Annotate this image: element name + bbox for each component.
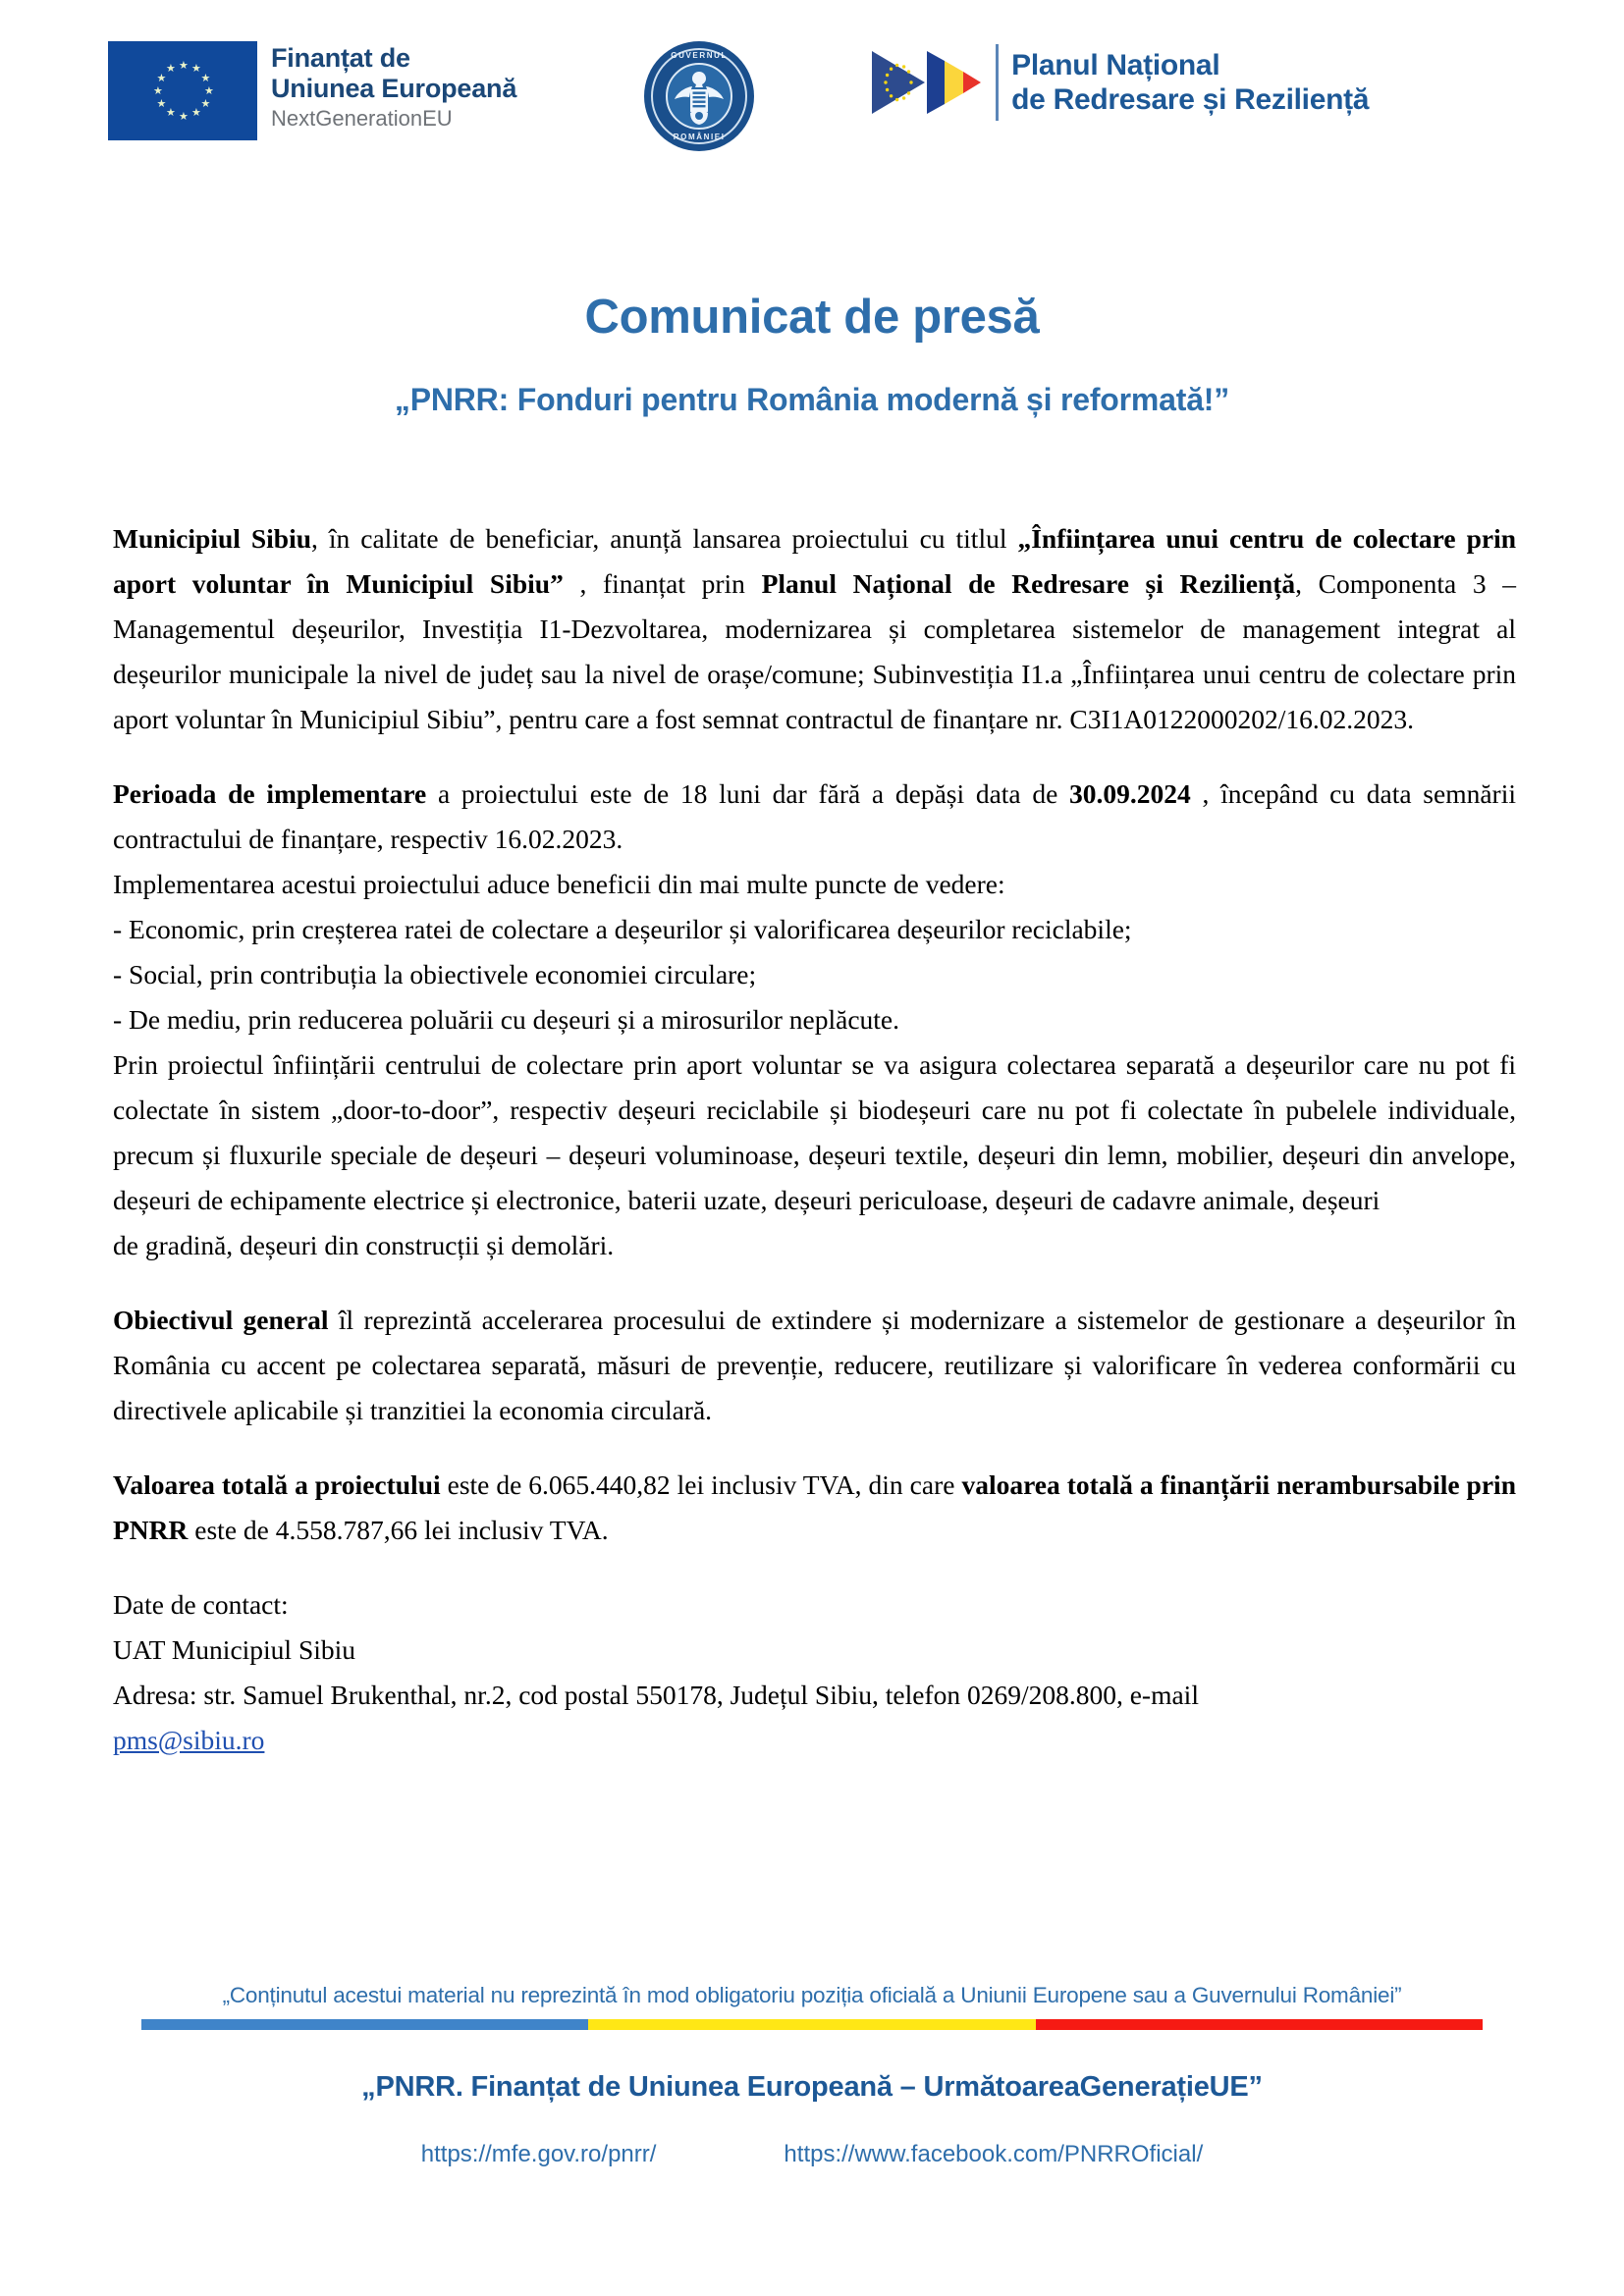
p2-text-2: , începând cu data semnării contractului de finanțare, respectiv 16.02.2023. (113, 778, 1516, 854)
contact-address: Adresa: str. Samuel Brukenthal, nr.2, cod postal 550178, Județul Sibiu, telefon 0269/208.800, e-mail (113, 1680, 1199, 1710)
eu-star-icon: ★ (200, 97, 211, 110)
footer-link-mfe[interactable]: https://mfe.gov.ro/pnrr/ (420, 2141, 657, 2167)
pnrr-logo (870, 41, 1369, 124)
implementation-block (113, 772, 1516, 1268)
footer-disclaimer: „Conținutul acestui material nu reprezintă în mod obligatoriu poziția oficială a Uniunii Europene sau a Guvernului României” (222, 1983, 1402, 2007)
pnrr-logo-line1: Planul Național (1011, 49, 1220, 81)
contact-heading: Date de contact: (113, 1589, 289, 1620)
pnrr-logo-text (1011, 48, 1369, 117)
eu-star-icon: ★ (200, 72, 211, 84)
p6-text-1: este de 6.065.440,82 lei inclusiv TVA, din care (440, 1469, 962, 1500)
eu-logo-line3: NextGenerationEU (271, 106, 453, 131)
eagle-icon (672, 69, 727, 126)
deadline-date: 30.09.2024 (1069, 778, 1191, 809)
total-value-label: Valoarea totală a proiectului (113, 1469, 441, 1500)
benefit-item-economic: - Economic, prin creșterea ratei de colectare a deșeurilor și valorificarea deșeurilor reciclabile; (113, 914, 1132, 944)
paragraph-waste-streams: Prin proiectul înființării centrului de colectare prin aport voluntar se va asigura colectarea separată a deșeurilor care nu pot fi colectate în sistem „door-to-door”, respectiv deșeuri reciclabile și biodeșeuri care nu pot fi colectate în pubelele individuale, precum și fluxurile speciale de deșeuri – deșeuri voluminoase, deșeuri textile, deșeuri din lemn, mobilier, deșeuri din anvelope, deșeuri de echipamente electrice și electronice, baterii uzate, deșeuri periculoase, deșeuri de cadavre animale, deșeuri (113, 1049, 1516, 1215)
footer-title: „PNRR. Finanțat de Uniunea Europeană – UrmătoareaGenerațieUE” (361, 2071, 1263, 2103)
eu-star-icon: ★ (156, 97, 167, 110)
page-title: Comunicat de presă (584, 291, 1040, 344)
eu-star-icon: ★ (153, 84, 163, 97)
tricolor-yellow (588, 2019, 1035, 2030)
paragraph-waste-streams-last-line: de gradină, deșeuri din construcții și demolări. (113, 1230, 615, 1260)
project-title: „Înființarea unui centru de colectare prin aport voluntar în Municipiul Sibiu” (113, 523, 1516, 599)
footer-links (0, 2141, 1624, 2168)
tricolor-bar (141, 2019, 1483, 2030)
p2-text-1: a proiectului este de 18 luni dar fără a depăși data de (426, 778, 1070, 809)
pnrr-arrows-icon (870, 41, 988, 124)
paragraph-general-objective (113, 1298, 1516, 1433)
paragraph-project-value (113, 1463, 1516, 1553)
benefits-intro: Implementarea acestui proiectului aduce beneficii din mai multe puncte de vedere: (113, 869, 1005, 899)
eu-star-icon: ★ (166, 107, 176, 120)
header-logos (0, 0, 1624, 141)
contact-block (113, 1582, 1516, 1763)
benefit-item-environment: - De mediu, prin reducerea poluării cu deșeuri și a mirosurilor neplăcute. (113, 1004, 900, 1035)
footer (0, 1983, 1624, 2296)
p1-text-2: , finanțat prin (563, 568, 762, 599)
contact-organization: UAT Municipiul Sibiu (113, 1634, 356, 1665)
p6-text-2: este de 4.558.787,66 lei inclusiv TVA. (188, 1515, 609, 1545)
document-body (113, 516, 1516, 1763)
eu-star-icon: ★ (179, 110, 189, 123)
eu-stars-circle (152, 61, 213, 122)
paragraph-project-announcement (113, 516, 1516, 742)
beneficiary-name: Municipiul Sibiu (113, 523, 312, 554)
eu-star-icon: ★ (191, 62, 201, 75)
guvernul-romaniei-seal-icon (644, 41, 754, 151)
p5-text-1: îl reprezintă accelerarea procesului de extindere și modernizare a sistemelor de gestionare a deșeurilor în România cu accent pe colectarea separată, măsuri de prevenție, reducere, reutilizare și valorificare în vederea conformării cu directivele aplicabile și tranzitiei la economia circulară. (113, 1305, 1516, 1425)
grant-value-label: valoarea totală a finanțării nerambursabile prin PNRR (113, 1469, 1516, 1545)
eu-flag-icon (108, 41, 257, 140)
p1-text-3: , Componenta 3 – Managementul deșeurilor, Investiția I1-Dezvoltarea, modernizarea și completarea sistemelor de management integrat al deșeurilor municipale la nivel de județ sau la nivel de orașe/comune; Subinvestiția I1.a „Înființarea unui centru de colectare prin aport voluntar în Municipiul Sibiu”, pentru care a fost semnat contractul de finanțare nr. C3I1A0122000202/16.02.2023. (113, 568, 1516, 734)
seal-bottom-text: ROMÂNIEI (673, 133, 726, 141)
general-objective-label: Obiectivul general (113, 1305, 329, 1335)
pnrr-divider (996, 44, 999, 121)
pnrr-logo-line2: de Redresare și Reziliență (1011, 83, 1370, 116)
page-subtitle: „PNRR: Fonduri pentru România modernă și reformată!” (394, 382, 1230, 417)
footer-link-facebook[interactable]: https://www.facebook.com/PNRROficial/ (784, 2141, 1204, 2167)
tricolor-blue (141, 2019, 588, 2030)
eu-logo-line2: Uniunea Europeană (271, 74, 517, 103)
eu-star-icon: ★ (166, 62, 176, 75)
eu-star-icon: ★ (156, 72, 167, 84)
eu-logo-line1: Finanțat de (271, 43, 410, 73)
benefit-item-social: - Social, prin contribuția la obiectivele economiei circulare; (113, 959, 757, 989)
eu-funding-logo (108, 41, 516, 140)
contact-email-line (113, 1718, 1516, 1763)
implementation-period-label: Perioada de implementare (113, 778, 427, 809)
eu-logo-text (271, 41, 516, 133)
contact-email-link[interactable]: pms@sibiu.ro (113, 1725, 265, 1755)
eu-star-icon: ★ (179, 59, 189, 72)
program-name: Planul Național de Redresare și Reziliență (761, 568, 1296, 599)
tricolor-red (1036, 2019, 1483, 2030)
p1-text-1: , în calitate de beneficiar, anunță lansarea proiectului cu titlul (311, 523, 1018, 554)
paragraph-implementation-period (113, 772, 1516, 862)
eu-star-icon: ★ (191, 107, 201, 120)
seal-inner-circle (666, 63, 732, 130)
eu-star-icon: ★ (204, 84, 214, 97)
seal-top-text: GUVERNUL (671, 51, 728, 60)
